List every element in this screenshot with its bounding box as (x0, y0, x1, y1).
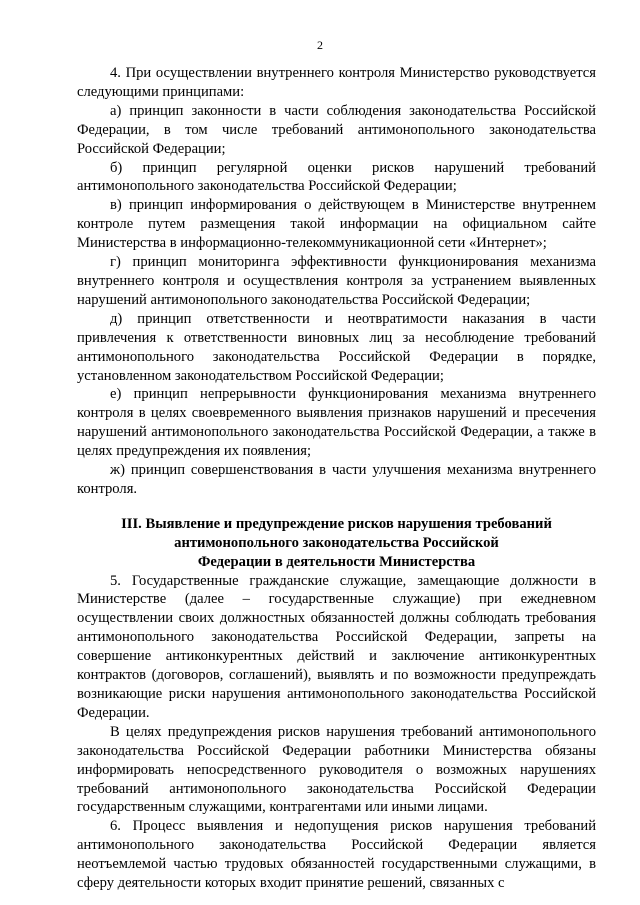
list-item-b: б) принцип регулярной оценки рисков нарушений требований антимонопольного законодательства Российской Федерации; (77, 159, 596, 195)
list-item-a: а) принцип законности в части соблюдения законодательства Российской Федерации, в том числе требований антимонопольного законодательства Российской Федерации; (77, 102, 596, 157)
list-item-e: е) принцип непрерывности функционирования механизма внутреннего контроля в целях своевременного выявления признаков нарушений и пресечения нарушений антимонопольного законодательства Российской Федерации, а также в целях предупреждения их появления; (77, 386, 596, 460)
document-body (77, 64, 596, 893)
paragraph-6: 6. Процесс выявления и недопущения рисков нарушения требований антимонопольного законодательства Российской Федерации является неотъемлемой частью трудовых обязанностей государственными служащими, в сферу деятельности которых входит принятие решений, связанных с (77, 818, 596, 892)
list-item-v: в) принцип информирования о действующем в Министерстве внутреннем контроле путем размещения такой информации на официальном сайте Министерства в информационно-телекоммуникационной сети «Интернет»; (77, 197, 596, 252)
list-item-d: д) принцип ответственности и неотвратимости наказания в части привлечения к ответственности виновных лиц за несоблюдение требований антимонопольного законодательства Российской Федерации в порядке, установленном законодательством Российской Федерации; (77, 310, 596, 384)
paragraph-5: 5. Государственные гражданские служащие, замещающие должности в Министерстве (далее – государственные служащие) при ежедневном осуществлении своих должностных обязанностей должны соблюдать требования антимонопольного законодательства Российской Федерации, запреты на совершение антиконкурентных действий и заключение антиконкурентных контрактов (договоров, соглашений), выявлять и по возможности предупреждать возникающие риски нарушения антимонопольного законодательства Российской Федерации. (77, 572, 596, 721)
page-number: 2 (317, 38, 323, 52)
paragraph-4: 4. При осуществлении внутреннего контроля Министерство руководствуется следующими принципами: (77, 65, 596, 100)
section-title-line-2: антимонопольного законодательства Российской (174, 534, 499, 551)
list-item-zh: ж) принцип совершенствования в части улучшения механизма внутреннего контроля. (77, 462, 596, 497)
list-item-g: г) принцип мониторинга эффективности функционирования механизма внутреннего контроля и осуществления контроля за устранением выявленных нарушений антимонопольного законодательства Российской Федерации; (77, 254, 596, 308)
section-title-line-3: Федерации в деятельности Министерства (197, 553, 476, 570)
section-title (77, 515, 596, 572)
paragraph-5-continued: В целях предупреждения рисков нарушения требований антимонопольного законодательства Российской Федерации работники Министерства обязаны информировать непосредственного руководителя о возможных нарушениях требований антимонопольного законодательства Российской Федерации государственным служащими, контрагентами или иными лицами. (77, 723, 596, 816)
section-title-line-1: III. Выявление и предупреждение рисков нарушения требований (121, 515, 552, 532)
